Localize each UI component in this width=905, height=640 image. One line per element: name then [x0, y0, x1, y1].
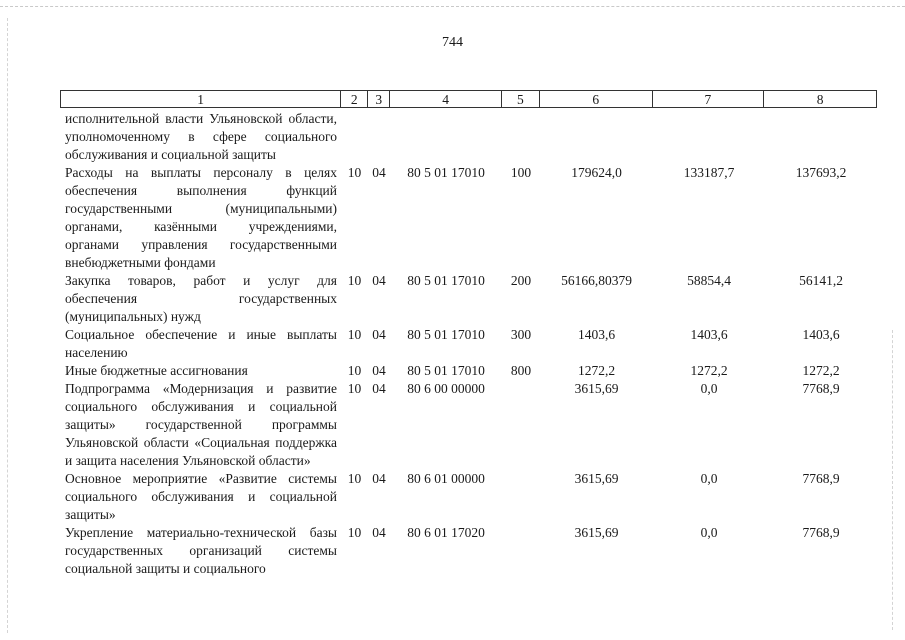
row-subsection: 04	[372, 363, 386, 378]
row-target-code: 80 6 01 00000	[407, 471, 485, 486]
header-col-5: 5	[502, 91, 540, 107]
row-subsection: 04	[372, 381, 386, 396]
row-name: Закупка товаров, работ и услуг для обеспечения государственных (муниципальных) нужд	[65, 273, 337, 324]
table-row	[60, 362, 877, 380]
row-amount-col6: 1403,6	[577, 327, 616, 342]
row-section: 10	[347, 363, 362, 378]
row-amount-col6: 3615,69	[574, 381, 619, 396]
row-amount-col7: 0,0	[700, 471, 718, 486]
row-amount-col6: 3615,69	[574, 525, 619, 540]
header-col-2: 2	[341, 91, 368, 107]
row-amount-col7: 1272,2	[690, 363, 728, 378]
row-amount-col6: 3615,69	[574, 471, 619, 486]
table-row	[60, 326, 877, 362]
row-section: 10	[347, 327, 362, 342]
row-amount-col6: 179624,0	[571, 165, 622, 180]
row-amount-col8: 56141,2	[799, 273, 843, 288]
row-section: 10	[347, 273, 362, 288]
row-target-code: 80 6 01 17020	[407, 525, 485, 540]
row-subsection: 04	[372, 327, 386, 342]
header-col-8: 8	[816, 92, 824, 107]
row-amount-col7: 58854,4	[687, 273, 731, 288]
header-col-1: 1	[61, 91, 341, 107]
row-subsection: 04	[372, 273, 386, 288]
row-expense-type: 200	[510, 273, 532, 288]
row-amount-col8: 7768,9	[802, 381, 840, 396]
row-amount-col7: 1403,6	[690, 327, 728, 342]
table-body	[60, 110, 877, 578]
row-amount-col7: 0,0	[700, 525, 718, 540]
scan-edge-top	[0, 6, 905, 7]
row-section: 10	[347, 471, 362, 486]
row-target-code: 80 5 01 17010	[407, 363, 485, 378]
row-amount-col8: 7768,9	[802, 471, 840, 486]
row-amount-col8: 137693,2	[795, 165, 847, 180]
row-amount-col8: 1272,2	[802, 363, 840, 378]
row-section: 10	[347, 525, 362, 540]
table-header	[60, 90, 877, 108]
table-row	[60, 380, 877, 470]
table-row	[60, 524, 877, 578]
row-amount-col8: 7768,9	[802, 525, 840, 540]
row-section: 10	[347, 381, 362, 396]
row-target-code: 80 5 01 17010	[407, 273, 485, 288]
header-col-7: 7	[653, 91, 765, 107]
table-row	[60, 272, 877, 326]
header-col-3: 3	[368, 91, 390, 107]
row-expense-type: 300	[510, 327, 532, 342]
row-expense-type: 800	[510, 363, 532, 378]
table-row	[60, 470, 877, 524]
row-target-code: 80 6 00 00000	[407, 381, 485, 396]
row-name: Расходы на выплаты персоналу в целях обеспечения выполнения функций государственными (муниципальными) органами, казёнными учреждениями, органами управления государственными внебюджетными фондами	[65, 165, 337, 270]
table-row	[60, 164, 877, 272]
row-subsection: 04	[372, 165, 386, 180]
row-amount-col6: 1272,2	[577, 363, 616, 378]
row-subsection: 04	[372, 525, 386, 540]
row-amount-col8: 1403,6	[802, 327, 840, 342]
row-subsection: 04	[372, 471, 386, 486]
row-name: Подпрограмма «Модернизация и развитие социального обслуживания и социальной защиты» государственной программы Ульяновской области «Социальная поддержка и защита населения Ульяновской области»	[65, 381, 337, 468]
header-col-4: 4	[390, 91, 502, 107]
row-target-code: 80 5 01 17010	[407, 165, 485, 180]
scan-edge-right	[892, 330, 893, 630]
row-name: Иные бюджетные ассигнования	[65, 363, 248, 378]
row-section: 10	[347, 165, 362, 180]
row-expense-type: 100	[510, 165, 532, 180]
row-name: Укрепление материально-технической базы государственных организаций системы социальной защиты и социального	[65, 525, 337, 576]
page-number: 744	[442, 35, 463, 50]
row-amount-col6: 56166,80379	[561, 273, 632, 288]
table-row	[60, 110, 877, 164]
row-target-code: 80 5 01 17010	[407, 327, 485, 342]
row-name: исполнительной власти Ульяновской области, уполномоченному в сфере социального обслуживания и социальной защиты	[65, 111, 337, 162]
scan-edge-left	[7, 18, 8, 633]
row-name: Социальное обеспечение и иные выплаты населению	[65, 327, 337, 360]
row-amount-col7: 0,0	[700, 381, 718, 396]
row-name: Основное мероприятие «Развитие системы социального обслуживания и социальной защиты»	[65, 471, 337, 522]
row-amount-col7: 133187,7	[683, 165, 735, 180]
header-col-6: 6	[540, 91, 653, 107]
